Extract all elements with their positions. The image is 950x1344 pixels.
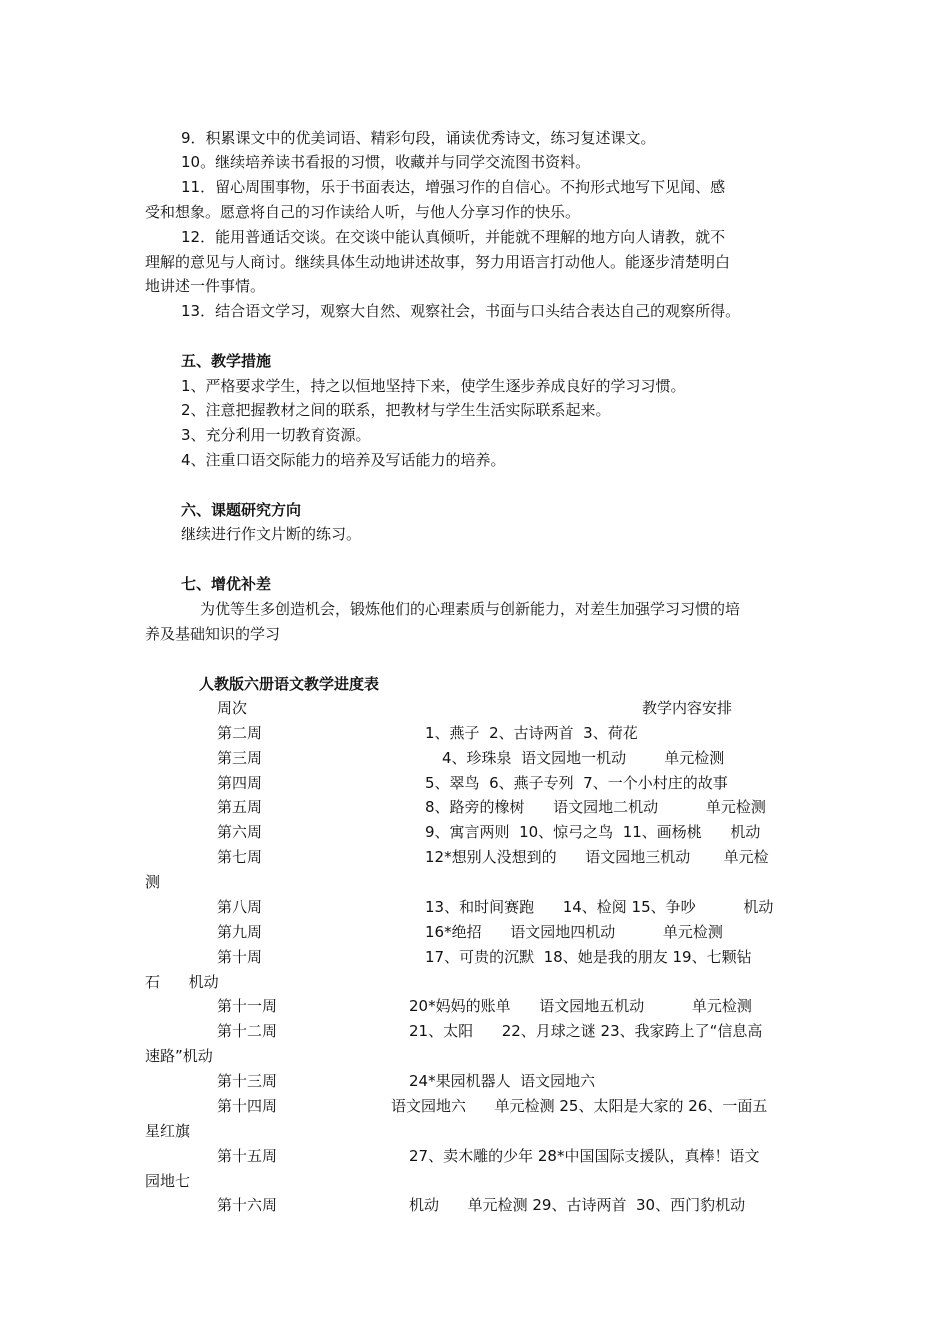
schedule-title: 人教版六册语文教学进度表 — [199, 675, 380, 693]
section-7-line: 为优等生多创造机会，锻炼他们的心理素质与创新能力，对差生加强学习习惯的培 — [200, 600, 741, 618]
schedule-content: 20*妈妈的账单 语文园地五机动 单元检测 — [409, 997, 752, 1015]
schedule-content-cont: 测 — [145, 873, 161, 891]
schedule-content: 语文园地六 单元检测 25、太阳是大家的 26、一面五 — [391, 1097, 768, 1115]
section-7-heading: 七、增优补差 — [181, 575, 272, 593]
section-5-item: 3、充分利用一切教育资源。 — [181, 426, 371, 444]
goal-12-cont-2: 地讲述一件事情。 — [145, 277, 266, 295]
schedule-week: 第十五周 — [217, 1147, 278, 1165]
schedule-content: 21、太阳 22、月球之谜 23、我家跨上了“信息高 — [409, 1022, 763, 1040]
schedule-week: 第十三周 — [217, 1072, 278, 1090]
schedule-content: 16*绝招 语文园地四机动 单元检测 — [425, 923, 723, 941]
goal-11: 11．留心周围事物，乐于书面表达，增强习作的自信心。不拘形式地写下见闻、感 — [181, 178, 726, 196]
schedule-week: 第十六周 — [217, 1196, 278, 1214]
schedule-content-cont: 园地七 — [145, 1172, 191, 1190]
section-5-item: 4、注重口语交际能力的培养及写话能力的培养。 — [181, 451, 506, 469]
schedule-week: 第三周 — [217, 749, 263, 767]
schedule-content: 9、寓言两则 10、惊弓之鸟 11、画杨桃 机动 — [425, 823, 761, 841]
schedule-content: 8、路旁的橡树 语文园地二机动 单元检测 — [425, 798, 766, 816]
schedule-week: 第八周 — [217, 898, 263, 916]
schedule-content: 27、卖木雕的少年 28*中国国际支援队，真棒！语文 — [409, 1147, 760, 1165]
schedule-week: 第六周 — [217, 823, 263, 841]
section-5-item: 1、严格要求学生，持之以恒地坚持下来，使学生逐步养成良好的学习习惯。 — [181, 377, 686, 395]
schedule-week: 第十周 — [217, 948, 263, 966]
schedule-content: 12*想别人没想到的 语文园地三机动 单元检 — [425, 848, 769, 866]
section-6-heading: 六、课题研究方向 — [181, 501, 302, 519]
goal-10: 10。继续培养读书看报的习惯，收藏并与同学交流图书资料。 — [181, 153, 591, 171]
section-5-heading: 五、教学措施 — [181, 352, 272, 370]
goal-12: 12．能用普通话交谈。在交谈中能认真倾听，并能就不理解的地方向人请教，就不 — [181, 228, 726, 246]
schedule-content-cont: 石 机动 — [145, 973, 219, 991]
schedule-content: 24*果园机器人 语文园地六 — [409, 1072, 596, 1090]
schedule-content: 机动 单元检测 29、古诗两首 30、西门豹机动 — [409, 1196, 746, 1214]
goal-11-cont: 受和想象。愿意将自己的习作读给人听，与他人分享习作的快乐。 — [145, 203, 581, 221]
schedule-content: 1、燕子 2、古诗两首 3、荷花 — [425, 724, 638, 742]
schedule-content-cont: 速路”机动 — [145, 1047, 213, 1065]
schedule-week: 第五周 — [217, 798, 263, 816]
schedule-week: 第二周 — [217, 724, 263, 742]
schedule-week: 第十二周 — [217, 1022, 278, 1040]
schedule-col-week: 周次 — [217, 699, 248, 717]
schedule-content: 13、和时间赛跑 14、检阅 15、争吵 机动 — [425, 898, 774, 916]
schedule-col-content: 教学内容安排 — [642, 699, 733, 717]
goal-13: 13．结合语文学习，观察大自然、观察社会，书面与口头结合表达自己的观察所得。 — [181, 302, 741, 320]
section-6-text: 继续进行作文片断的练习。 — [181, 525, 362, 543]
schedule-content-cont: 星红旗 — [145, 1122, 191, 1140]
schedule-content: 17、可贵的沉默 18、她是我的朋友 19、七颗钻 — [425, 948, 752, 966]
schedule-week: 第十一周 — [217, 997, 278, 1015]
section-5-item: 2、注意把握教材之间的联系，把教材与学生生活实际联系起来。 — [181, 401, 611, 419]
schedule-content: 4、珍珠泉 语文园地一机动 单元检测 — [442, 749, 725, 767]
schedule-week: 第十四周 — [217, 1097, 278, 1115]
schedule-week: 第九周 — [217, 923, 263, 941]
goal-12-cont-1: 理解的意见与人商讨。继续具体生动地讲述故事，努力用语言打动他人。能逐步清楚明白 — [145, 253, 731, 271]
goal-9: 9．积累课文中的优美词语、精彩句段，诵读优秀诗文，练习复述课文。 — [181, 129, 656, 147]
schedule-week: 第四周 — [217, 774, 263, 792]
schedule-week: 第七周 — [217, 848, 263, 866]
schedule-content: 5、翠鸟 6、燕子专列 7、一个小村庄的故事 — [425, 774, 728, 792]
section-7-line: 养及基础知识的学习 — [145, 625, 281, 643]
